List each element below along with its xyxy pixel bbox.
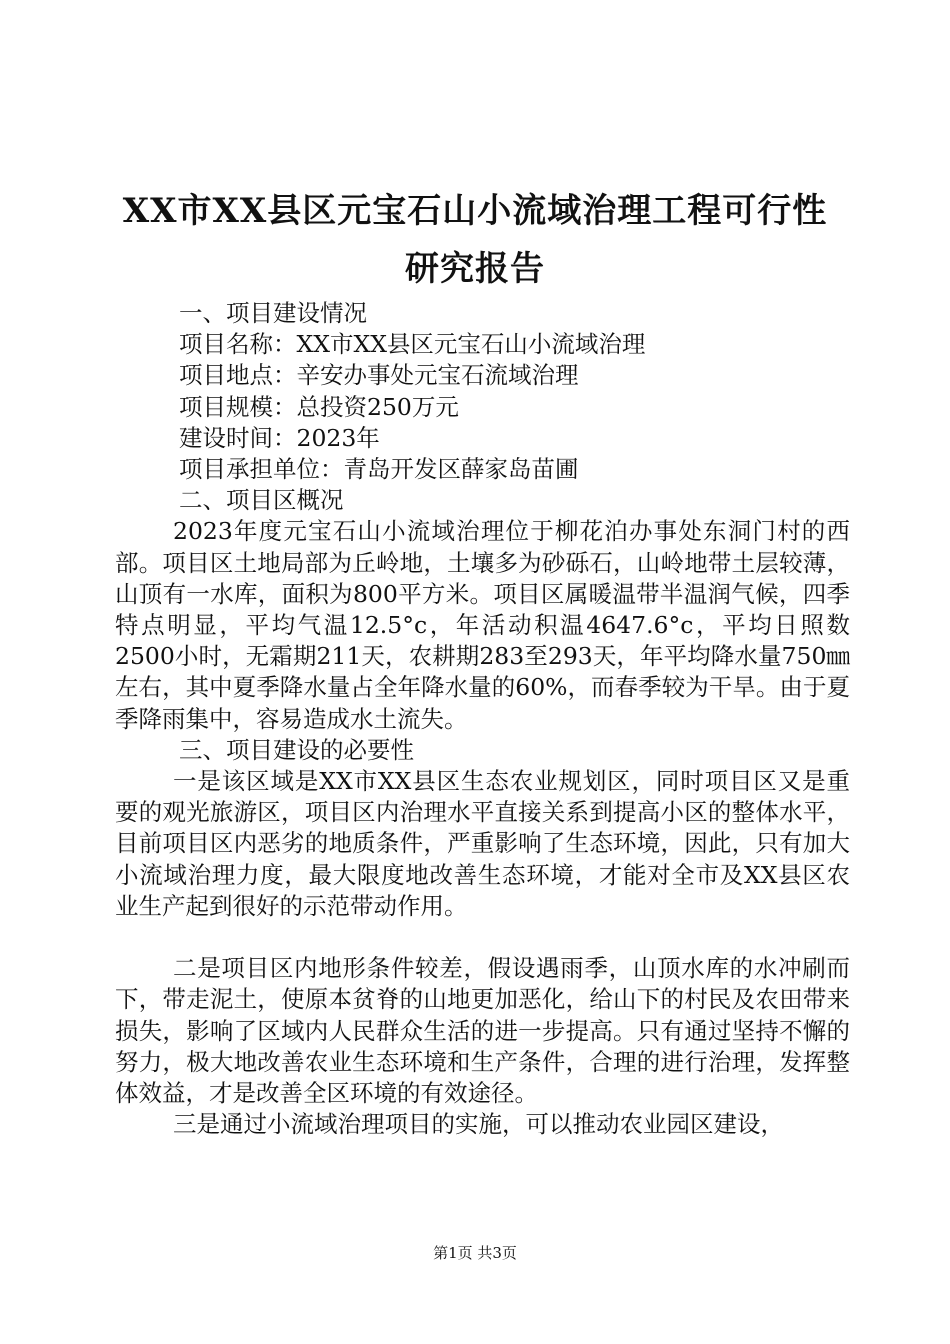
- construction-time: 建设时间：2023年: [179, 423, 380, 452]
- section1-heading: 一、项目建设情况: [179, 299, 367, 327]
- section2-paragraph: 2023年度元宝石山小流域治理位于柳花泊办事处东洞门村的西部。项目区土地局部为丘岭地，土壤多为砂砾石，山岭地带土层较薄，山顶有一水库，面积为800平方米。项目区属暖温带半温润气候，四季特点明显，平均气温12.5°c，年活动积温4647.6°c，平均日照数2500小时，无霜期211天，农耕期283至293天，年平均降水量750㎜左右，其中夏季降水量占全年降水量的60%，而春季较为干旱。由于夏季降雨集中，容易造成水土流失。: [115, 517, 850, 733]
- document-title-line2: 研究报告: [405, 249, 545, 289]
- section3-paragraph3: 三是通过小流域治理项目的实施，可以推动农业园区建设，: [173, 1110, 784, 1139]
- document-body: [115, 298, 850, 1140]
- project-location: 项目地点：辛安办事处元宝石流域治理: [179, 361, 579, 390]
- project-name: 项目名称：XX市XX县区元宝石山小流域治理: [179, 330, 646, 359]
- section3-paragraph1: 一是该区域是XX市XX县区生态农业规划区，同时项目区又是重要的观光旅游区，项目区内治理水平直接关系到提高小区的整体水平，目前项目区内恶劣的地质条件，严重影响了生态环境，因此，只有加大小流域治理力度，最大限度地改善生态环境，才能对全市及XX县区农业生产起到很好的示范带动作用。: [115, 767, 850, 920]
- section3-heading: 三、项目建设的必要性: [179, 735, 414, 764]
- document-title-line1: XX市XX县区元宝石山小流域治理工程可行性: [122, 191, 828, 231]
- section3-paragraph2: 二是项目区内地形条件较差，假设遇雨季，山顶水库的水冲刷而下，带走泥土，使原本贫脊的山地更加恶化，给山下的村民及农田带来损失，影响了区域内人民群众生活的进一步提高。只有通过坚持不懈的努力，极大地改善农业生态环境和生产条件，合理的进行治理，发挥整体效益，才是改善全区环境的有效途径。: [115, 954, 850, 1108]
- section2-heading: 二、项目区概况: [179, 486, 344, 515]
- responsible-unit: 项目承担单位：青岛开发区薛家岛苗圃: [179, 455, 579, 484]
- project-scale: 项目规模：总投资250万元: [179, 392, 459, 421]
- page-footer: 第1页 共3页: [433, 1244, 517, 1262]
